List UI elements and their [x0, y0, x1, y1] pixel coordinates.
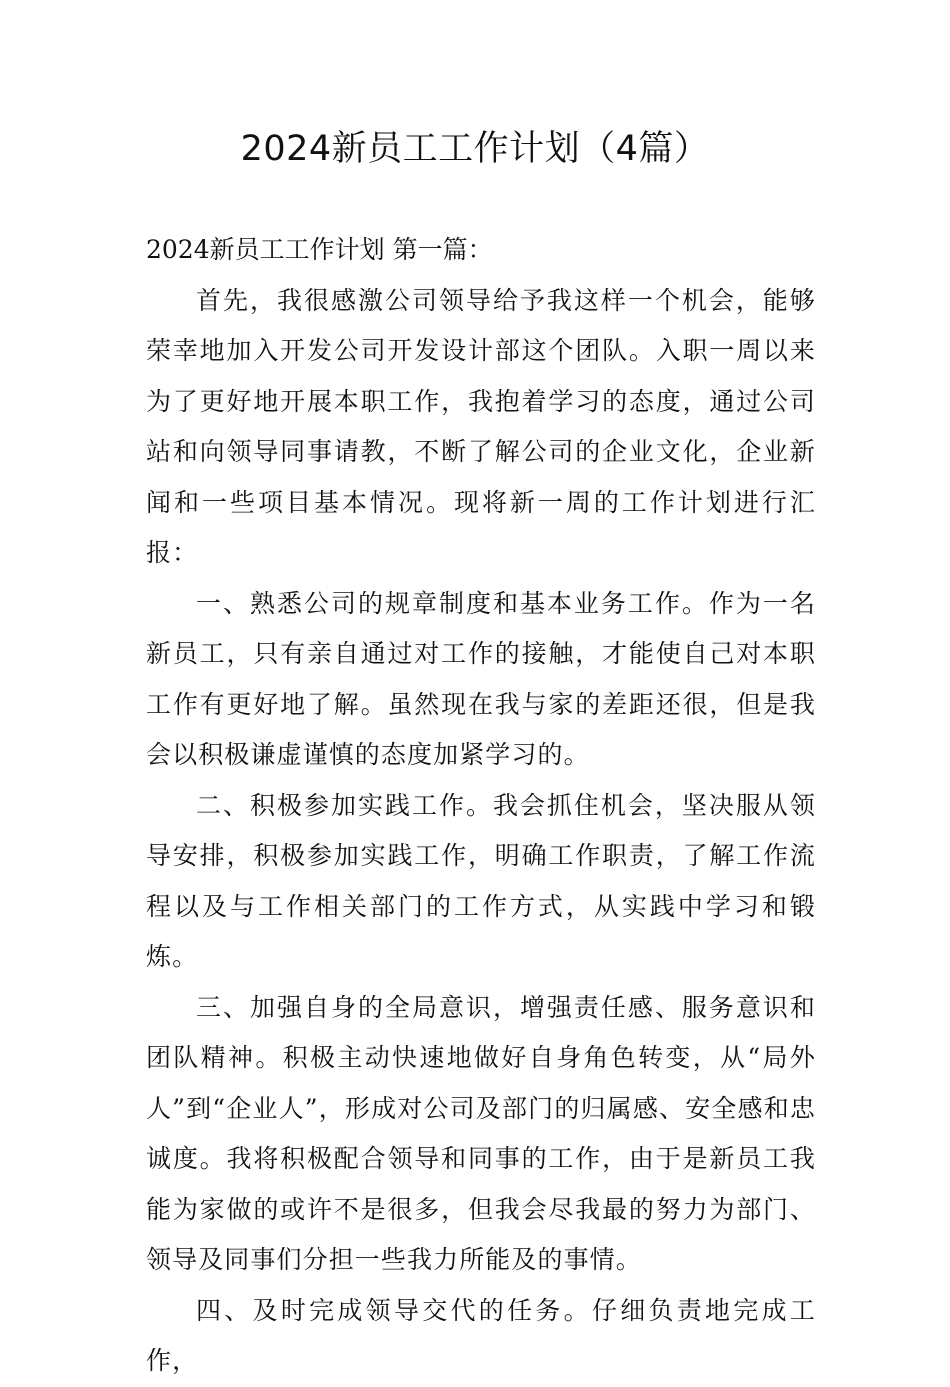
paragraph-item-2: 二、积极参加实践工作。我会抓住机会，坚决服从领导安排，积极参加实践工作，明确工作职责，了解工作流程以及与工作相关部门的工作方式，从实践中学习和锻炼。	[146, 790, 816, 971]
paragraph-item-3: 三、加强自身的全局意识，增强责任感、服务意识和团队精神。积极主动快速地做好自身角色转变，从“局外人”到“企业人”，形成对公司及部门的归属感、安全感和忠诚度。我将积极配合领导和同事的工作，由于是新员工我能为家做的或许不是很多，但我会尽我最的努力为部门、领导及同事们分担一些我力所能及的事情。	[146, 992, 816, 1274]
document-body	[146, 225, 816, 1387]
section-heading: 2024新员工工作计划 第一篇：	[146, 235, 493, 264]
paragraph-intro: 首先，我很感激公司领导给予我这样一个机会，能够荣幸地加入开发公司开发设计部这个团队。入职一周以来为了更好地开展本职工作，我抱着学习的态度，通过公司站和向领导同事请教，不断了解公司的企业文化，企业新闻和一些项目基本情况。现将新一周的工作计划进行汇报：	[146, 285, 816, 567]
paragraph-item-4: 四、及时完成领导交代的任务。仔细负责地完成工作，	[146, 1295, 816, 1375]
paragraph-item-1: 一、熟悉公司的规章制度和基本业务工作。作为一名新员工，只有亲自通过对工作的接触，才能使自己对本职工作有更好地了解。虽然现在我与家的差距还很，但是我会以积极谦虚谨慎的态度加紧学习的。	[146, 588, 816, 769]
document-title: 2024新员工工作计划（4篇）	[240, 129, 710, 169]
